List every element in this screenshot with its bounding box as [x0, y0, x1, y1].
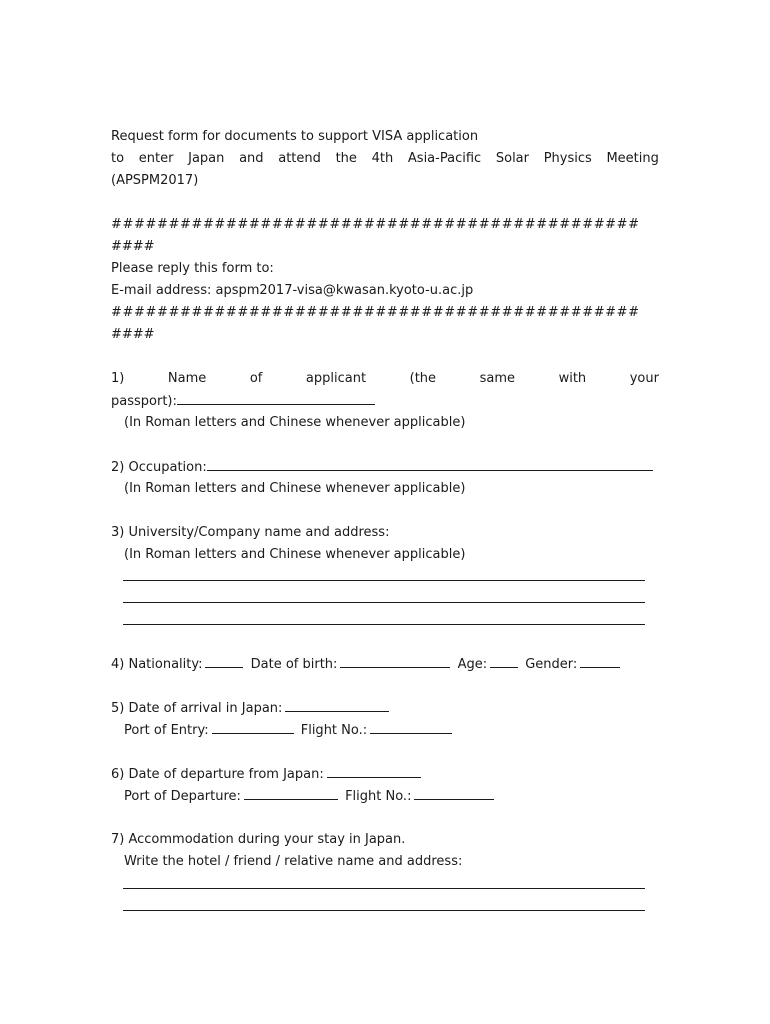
- gender-field[interactable]: [580, 653, 620, 668]
- reply-label: Please reply this form to:: [111, 261, 274, 276]
- address-field-line-2[interactable]: [123, 602, 645, 603]
- nationality-field[interactable]: [205, 653, 243, 668]
- q1-name-label: 1) Name of applicant (the same with your: [111, 371, 659, 386]
- form-title: Request form for documents to support VISA application: [111, 129, 479, 144]
- date-of-birth-field[interactable]: [340, 653, 450, 668]
- accommodation-field-line-1[interactable]: [123, 888, 645, 889]
- arrival-date-field[interactable]: [285, 697, 389, 712]
- q7-label: 7) Accommodation during your stay in Japan.: [111, 832, 406, 847]
- accommodation-field-line-2[interactable]: [123, 910, 645, 911]
- departure-date-field[interactable]: [327, 763, 421, 778]
- q4-line: 4) Nationality: Date of birth: Age: Gender:: [111, 653, 659, 675]
- form-title-line-3: (APSPM2017): [111, 173, 199, 188]
- reply-email[interactable]: E-mail address: apspm2017-visa@kwasan.kyoto-u.ac.jp: [111, 283, 474, 298]
- hash-divider-bottom-tail: ####: [111, 327, 155, 342]
- port-of-departure-field[interactable]: [244, 785, 338, 800]
- q1-note: (In Roman letters and Chinese whenever applicable): [124, 415, 466, 430]
- q5-entry-line: Port of Entry: Flight No.:: [124, 719, 659, 741]
- applicant-name-field[interactable]: [177, 390, 375, 405]
- departure-flight-field[interactable]: [414, 785, 494, 800]
- form-title-line-2: to enter Japan and attend the 4th Asia-Pacific Solar Physics Meeting: [111, 151, 659, 166]
- address-field-line-3[interactable]: [123, 624, 645, 625]
- hash-divider-top-tail: ####: [111, 239, 155, 254]
- q1-passport-line: passport):: [111, 390, 659, 412]
- q3-note: (In Roman letters and Chinese whenever applicable): [124, 547, 466, 562]
- q3-label: 3) University/Company name and address:: [111, 525, 390, 540]
- port-of-entry-field[interactable]: [212, 719, 294, 734]
- q6-departure-line: 6) Date of departure from Japan:: [111, 763, 659, 785]
- q5-arrival-line: 5) Date of arrival in Japan:: [111, 697, 659, 719]
- q7-note: Write the hotel / friend / relative name and address:: [124, 854, 463, 869]
- age-field[interactable]: [490, 653, 518, 668]
- q6-departure-port-line: Port of Departure: Flight No.:: [124, 785, 659, 807]
- hash-divider-bottom: ##############################################: [111, 305, 640, 320]
- hash-divider-top: ##############################################: [111, 217, 640, 232]
- address-field-line-1[interactable]: [123, 580, 645, 581]
- q2-occupation-line: 2) Occupation:: [111, 456, 659, 478]
- occupation-field[interactable]: [207, 456, 653, 471]
- q2-note: (In Roman letters and Chinese whenever applicable): [124, 481, 466, 496]
- arrival-flight-field[interactable]: [370, 719, 452, 734]
